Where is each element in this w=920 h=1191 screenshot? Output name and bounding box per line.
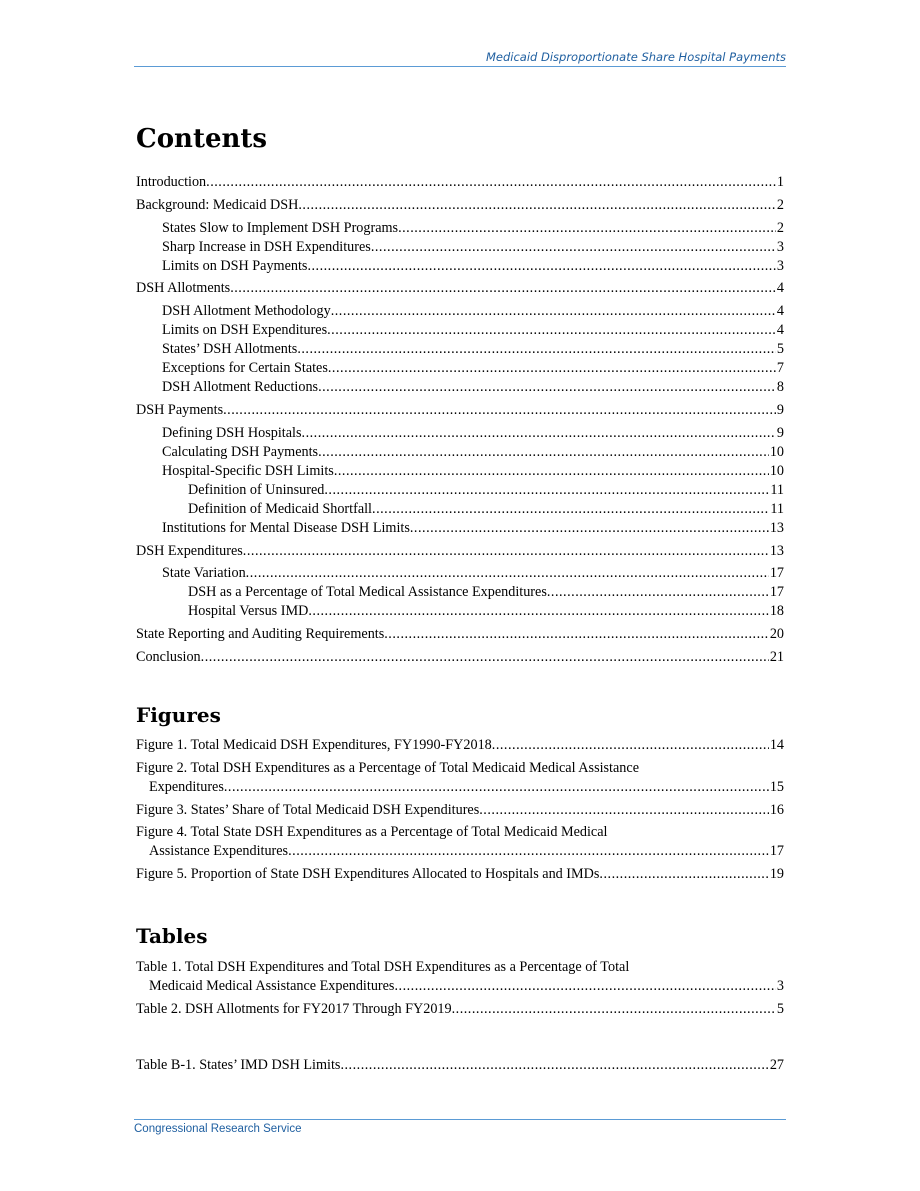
figure-entry-label: Figure 5. Proportion of State DSH Expenditures Allocated to Hospitals and IMDs — [136, 866, 600, 883]
table-entry-continuation — [136, 977, 784, 996]
page-footer — [134, 1119, 786, 1135]
toc-entry[interactable] — [136, 625, 784, 644]
dot-leader — [394, 977, 775, 996]
figure-entry-page: 16 — [769, 801, 784, 818]
dot-leader — [223, 401, 776, 420]
figure-entry[interactable] — [136, 823, 784, 861]
toc-entry-page: 9 — [776, 401, 784, 418]
dot-leader — [302, 424, 776, 443]
toc-entry[interactable] — [136, 519, 784, 538]
toc-entry[interactable] — [136, 378, 784, 397]
dot-leader — [599, 865, 768, 884]
toc-entry-label: DSH Expenditures — [136, 542, 243, 559]
toc-entry[interactable] — [136, 500, 784, 519]
toc-entry[interactable] — [136, 564, 784, 583]
footer-publisher: Congressional Research Service — [134, 1123, 302, 1135]
figure-entry-continuation — [136, 842, 784, 861]
dot-leader — [298, 196, 776, 215]
dot-leader — [340, 1056, 768, 1075]
toc-entry[interactable] — [136, 340, 784, 359]
dot-leader — [224, 778, 769, 797]
toc-entry-label: Defining DSH Hospitals — [162, 424, 302, 441]
figures-heading: Figures — [136, 703, 221, 727]
dot-leader — [206, 173, 776, 192]
table-entry-label: Table 1. Total DSH Expenditures and Total DSH Expenditures as a Percentage of Total — [136, 959, 630, 975]
table-entry-label: Table 2. DSH Allotments for FY2017 Through FY2019 — [136, 1000, 452, 1017]
toc-entry[interactable] — [136, 583, 784, 602]
toc-entry[interactable] — [136, 302, 784, 321]
toc-entry-label: State Reporting and Auditing Requirements — [136, 626, 385, 643]
table-entry-label: Table B-1. States’ IMD DSH Limits — [136, 1056, 341, 1073]
toc-entry-label: States’ DSH Allotments — [162, 341, 298, 358]
toc-entry-label: Hospital-Specific DSH Limits — [162, 462, 334, 479]
figure-entry[interactable] — [136, 801, 784, 820]
dot-leader — [371, 238, 776, 257]
toc-entry[interactable] — [136, 196, 784, 215]
toc-entry-page: 20 — [769, 626, 784, 643]
dot-leader — [318, 378, 776, 397]
dot-leader — [297, 340, 776, 359]
toc-entry-page: 9 — [776, 424, 784, 441]
figure-entry-page: 14 — [769, 737, 784, 753]
dot-leader — [307, 257, 775, 276]
toc-entry[interactable] — [136, 401, 784, 420]
figure-entry[interactable] — [136, 865, 784, 884]
toc-entry-page: 17 — [769, 584, 784, 601]
toc-entry[interactable] — [136, 424, 784, 443]
toc-entry-page: 11 — [770, 500, 784, 517]
dot-leader — [246, 564, 769, 583]
toc-entry[interactable] — [136, 462, 784, 481]
toc-entry-page: 1 — [776, 174, 784, 190]
toc-entry-page: 13 — [769, 519, 784, 536]
toc-entry[interactable] — [136, 219, 784, 238]
dot-leader — [331, 302, 776, 321]
dot-leader — [384, 625, 769, 644]
dot-leader — [230, 279, 776, 298]
toc-entry-label: DSH Payments — [136, 401, 224, 418]
toc-entry-label: States Slow to Implement DSH Programs — [162, 219, 399, 236]
toc-entry-label: Institutions for Mental Disease DSH Limits — [162, 519, 410, 536]
figure-entry-label-cont: Expenditures — [149, 778, 224, 795]
toc-entry-page: 2 — [776, 196, 784, 213]
running-header — [134, 50, 786, 67]
toc-entry[interactable] — [136, 481, 784, 500]
table-entry[interactable] — [136, 1000, 784, 1019]
table-entry[interactable] — [136, 958, 784, 996]
toc-entry[interactable] — [136, 257, 784, 276]
dot-leader — [318, 443, 769, 462]
toc-entry-page: 21 — [769, 648, 784, 665]
toc-entry-page: 10 — [769, 462, 784, 479]
dot-leader — [479, 801, 769, 820]
table-entry[interactable] — [136, 1056, 784, 1075]
toc-entry-page: 4 — [776, 280, 784, 297]
table-entry-page: 27 — [769, 1056, 784, 1073]
figure-entry-page: 19 — [769, 866, 784, 883]
dot-leader — [334, 462, 769, 481]
figure-entry-label-cont: Assistance Expenditures — [149, 843, 289, 860]
toc-entry-label: DSH Allotments — [136, 280, 231, 297]
toc-entry-page: 3 — [776, 238, 784, 255]
toc-entry-page: 2 — [776, 219, 784, 236]
toc-entry[interactable] — [136, 238, 784, 257]
figure-entry-page: 15 — [769, 778, 784, 795]
toc-entry[interactable] — [136, 443, 784, 462]
toc-entry[interactable] — [136, 359, 784, 378]
figure-entry-label: Figure 1. Total Medicaid DSH Expenditures, FY1990-FY2018 — [136, 737, 492, 753]
dot-leader — [492, 736, 769, 755]
toc-entry-label: DSH Allotment Methodology — [162, 303, 331, 320]
toc-entry-label: Definition of Uninsured — [188, 481, 325, 498]
dot-leader — [452, 1000, 776, 1019]
toc-entry-label: Definition of Medicaid Shortfall — [188, 500, 373, 517]
toc-entry-page: 5 — [776, 341, 784, 358]
contents-list — [136, 173, 784, 667]
dot-leader — [547, 583, 769, 602]
table-entry-page: 5 — [776, 1000, 784, 1017]
figure-entry[interactable] — [136, 759, 784, 797]
toc-entry-label: DSH as a Percentage of Total Medical Assistance Expenditures — [188, 584, 547, 601]
figure-entry-continuation — [136, 778, 784, 797]
toc-entry[interactable] — [136, 173, 784, 192]
figure-entry-label: Figure 3. States’ Share of Total Medicaid DSH Expenditures — [136, 801, 480, 818]
toc-entry-label: Limits on DSH Payments — [162, 257, 308, 274]
toc-entry[interactable] — [136, 542, 784, 561]
toc-entry-label: Background: Medicaid DSH — [136, 196, 299, 213]
dot-leader — [288, 842, 769, 861]
toc-entry-label: Sharp Increase in DSH Expenditures — [162, 238, 371, 255]
contents-heading: Contents — [136, 124, 268, 154]
toc-entry-page: 17 — [769, 565, 784, 582]
figures-list — [136, 736, 784, 884]
toc-entry-label: Hospital Versus IMD — [188, 603, 309, 620]
toc-entry-page: 18 — [769, 603, 784, 620]
toc-entry-page: 13 — [769, 542, 784, 559]
running-title: Medicaid Disproportionate Share Hospital Payments — [485, 50, 786, 64]
dot-leader — [324, 481, 769, 500]
toc-entry[interactable] — [136, 321, 784, 340]
dot-leader — [201, 648, 769, 667]
figure-entry-label: Figure 4. Total State DSH Expenditures as a Percentage of Total Medicaid Medical — [136, 824, 608, 841]
toc-entry[interactable] — [136, 602, 784, 621]
dot-leader — [308, 602, 768, 621]
toc-entry-page: 3 — [776, 257, 784, 274]
toc-entry-page: 7 — [776, 360, 784, 377]
tables-list — [136, 958, 784, 1075]
toc-entry-page: 11 — [770, 481, 784, 498]
toc-entry-page: 8 — [776, 379, 784, 396]
figure-entry-page: 17 — [769, 843, 784, 860]
figure-entry[interactable] — [136, 736, 784, 755]
toc-entry-page: 4 — [776, 303, 784, 320]
toc-entry-label: Limits on DSH Expenditures — [162, 322, 328, 339]
dot-leader — [327, 321, 776, 340]
toc-entry-label: DSH Allotment Reductions — [162, 379, 319, 396]
table-entry-label-cont: Medicaid Medical Assistance Expenditures — [149, 978, 395, 994]
toc-entry-label: State Variation — [162, 565, 246, 582]
toc-entry-label: Exceptions for Certain States — [162, 360, 328, 377]
toc-entry-label: Calculating DSH Payments — [162, 443, 319, 460]
dot-leader — [410, 519, 769, 538]
toc-entry[interactable] — [136, 279, 784, 298]
tables-heading: Tables — [136, 924, 208, 948]
table-entry-page: 3 — [776, 978, 784, 994]
figure-entry-label: Figure 2. Total DSH Expenditures as a Percentage of Total Medicaid Medical Assistance — [136, 759, 639, 776]
dot-leader — [243, 542, 769, 561]
toc-entry-page: 10 — [769, 443, 784, 460]
dot-leader — [398, 219, 776, 238]
toc-entry-label: Conclusion — [136, 648, 201, 665]
toc-entry-label: Introduction — [136, 174, 207, 190]
toc-entry[interactable] — [136, 648, 784, 667]
dot-leader — [328, 359, 776, 378]
dot-leader — [372, 500, 769, 519]
toc-entry-page: 4 — [776, 322, 784, 339]
